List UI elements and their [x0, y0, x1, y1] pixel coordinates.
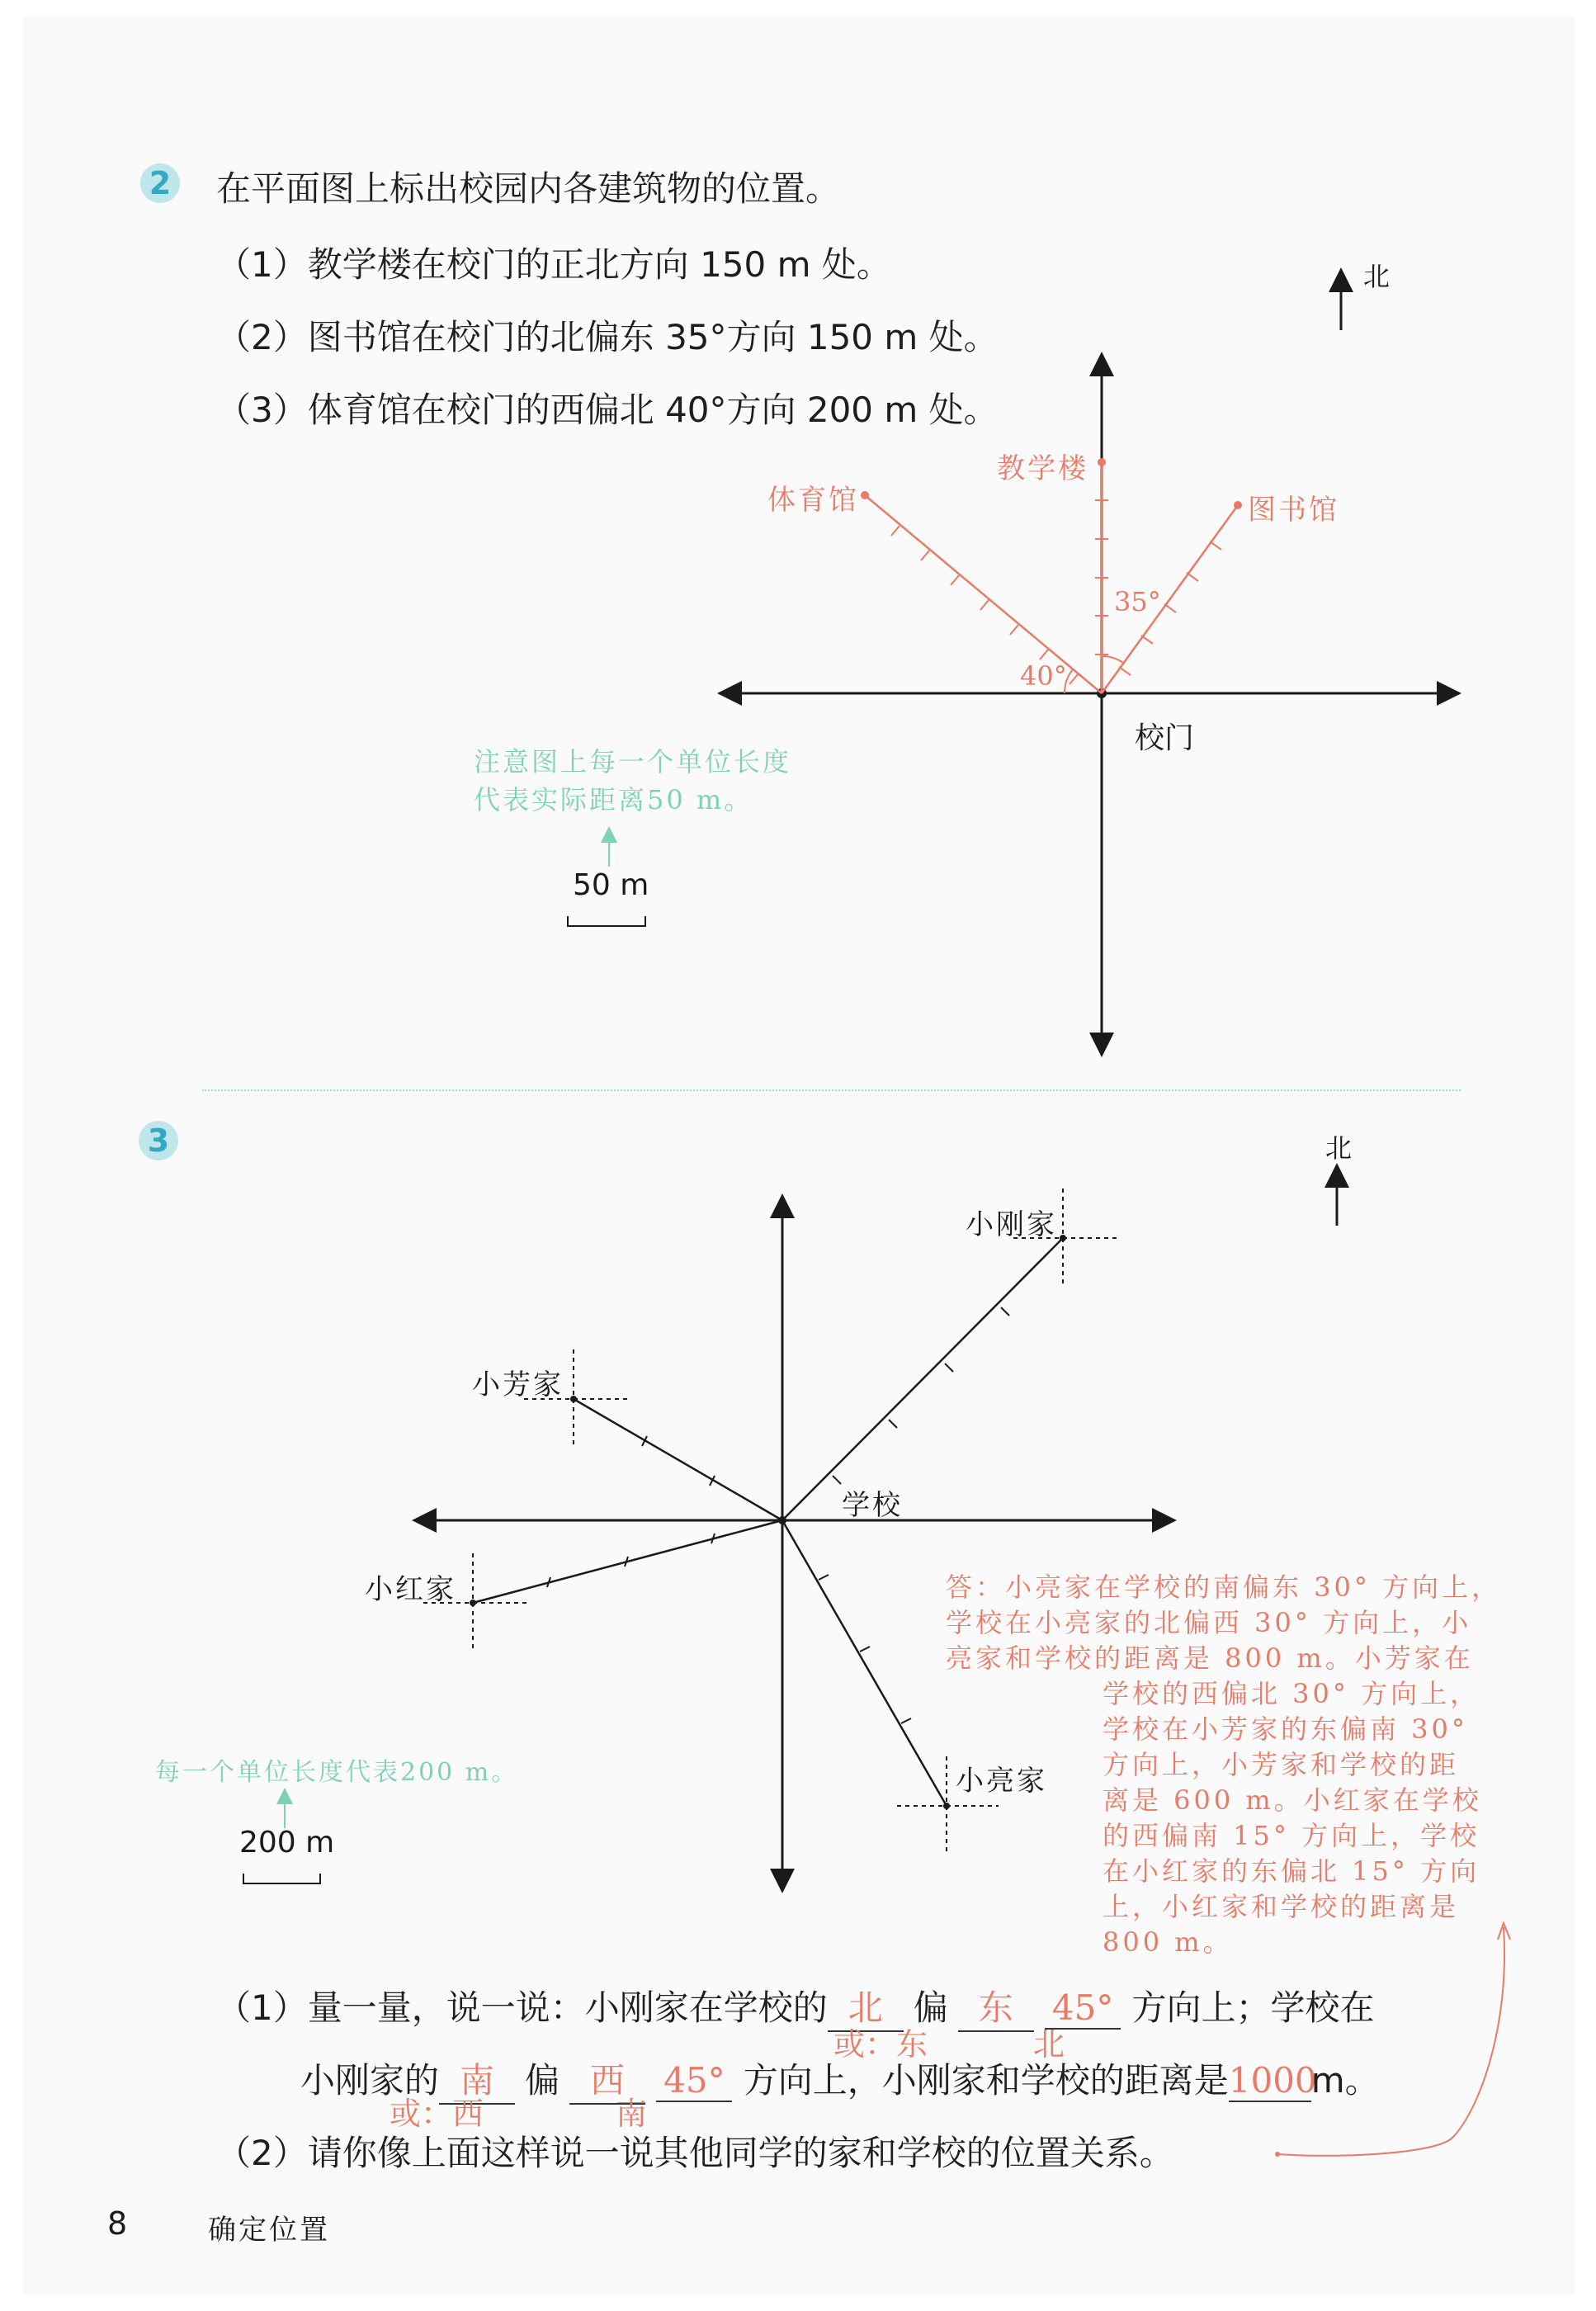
scale-note-line1: 注意图上每一个单位长度	[474, 746, 792, 777]
answer-line-11: 800 m。	[1103, 1926, 1233, 1958]
ray-xiaogang	[782, 1238, 1063, 1520]
label-xiaofang: 小芳家	[472, 1368, 564, 1401]
problem-2-badge: 2	[140, 163, 180, 203]
angle-40: 40°	[1020, 660, 1067, 692]
section-title: 确定位置	[208, 2214, 330, 2247]
angle-35: 35°	[1114, 586, 1161, 617]
q1-mid: 方向上；学校在	[1131, 1987, 1375, 2028]
scale-label-200m: 200 m	[239, 1826, 335, 1860]
q1-blank-5[interactable]: 西	[569, 2053, 645, 2105]
label-library: 图书馆	[1248, 494, 1339, 527]
q1-pian-2: 偏	[525, 2060, 560, 2101]
north-label-2: 北	[1363, 261, 1391, 292]
problem-2-item-3: （3）体育馆在校门的西偏北 40°方向 200 m 处。	[216, 390, 999, 430]
scale-note-line2: 代表实际距离50 m。	[474, 784, 753, 815]
answer-line-10: 上，小红家和学校的距离是	[1103, 1891, 1460, 1922]
q1-alt-1b: 北	[1033, 2026, 1065, 2063]
scale-bar-200m	[243, 1874, 320, 1883]
q1-line-1	[216, 1981, 1374, 2032]
scale-label-50m: 50 m	[573, 868, 649, 902]
problem-2-item-2: （2）图书馆在校门的北偏东 35°方向 150 m 处。	[216, 317, 999, 357]
ray-xiaohong	[473, 1520, 782, 1603]
q1-blank-6[interactable]: 45°	[656, 2060, 732, 2102]
label-xiaogang: 小刚家	[966, 1208, 1057, 1241]
q1-pian-1: 偏	[913, 1987, 948, 2028]
q2-text: （2）请你像上面这样说一说其他同学的家和学校的位置关系。	[216, 2133, 1174, 2173]
page-number: 8	[107, 2205, 128, 2242]
problem-3-badge: 3	[139, 1121, 178, 1160]
answer-line-1: 答：小亮家在学校的南偏东 30° 方向上，	[946, 1571, 1502, 1603]
answer-line-3: 亮家和学校的距离是 800 m。小芳家在	[946, 1642, 1474, 1674]
q1-line2-mid: 方向上，小刚家和学校的距离是	[743, 2060, 1229, 2101]
q1-blank-1[interactable]: 北	[828, 1981, 904, 2032]
gate-label: 校门	[1135, 721, 1195, 755]
problem-2-item-1: （1）教学楼在校门的正北方向 150 m 处。	[216, 244, 891, 285]
answer-line-5: 学校在小芳家的东偏南 30°	[1103, 1713, 1468, 1745]
label-teaching: 教学楼	[997, 452, 1088, 485]
answer-line-4: 学校的西偏北 30° 方向上，	[1103, 1678, 1480, 1709]
label-xiaohong: 小红家	[365, 1573, 456, 1606]
q1-blank-3[interactable]: 45°	[1045, 1987, 1121, 2030]
answer-line-6: 方向上，小芳家和学校的距	[1103, 1749, 1460, 1780]
school-label: 学校	[842, 1489, 903, 1522]
answer-line-2: 学校在小亮家的北偏西 30° 方向上，小	[946, 1607, 1472, 1638]
q1-alt-1a: 或：东	[833, 2026, 928, 2063]
answer-line-8: 的西偏南 15° 方向上，学校	[1103, 1820, 1480, 1851]
label-gym: 体育馆	[767, 484, 859, 517]
q1-alt-2a: 或：西	[390, 2096, 484, 2132]
ray-xiaofang	[574, 1399, 782, 1520]
answer-line-7: 离是 600 m。小红家在学校	[1103, 1784, 1482, 1816]
label-xiaoliang: 小亮家	[956, 1765, 1047, 1798]
q1-blank-2[interactable]: 东	[958, 1981, 1034, 2032]
q1-unit: m。	[1310, 2060, 1380, 2101]
q1-alt-2b: 南	[616, 2096, 648, 2132]
q1-blank-4[interactable]: 南	[439, 2053, 515, 2105]
q1-line2-prefix: 小刚家的	[300, 2060, 440, 2101]
north-label-3: 北	[1325, 1132, 1353, 1164]
q1-blank-7[interactable]: 1000	[1228, 2060, 1317, 2101]
ray-xiaoliang	[782, 1520, 947, 1806]
answer-line-9: 在小红家的东偏北 15° 方向	[1103, 1855, 1480, 1887]
q1-prefix: （1）量一量，说一说：小刚家在学校的	[216, 1987, 828, 2028]
problem-2-title: 在平面图上标出校园内各建筑物的位置。	[216, 168, 841, 209]
scale-note-3: 每一个单位长度代表200 m。	[155, 1758, 519, 1787]
